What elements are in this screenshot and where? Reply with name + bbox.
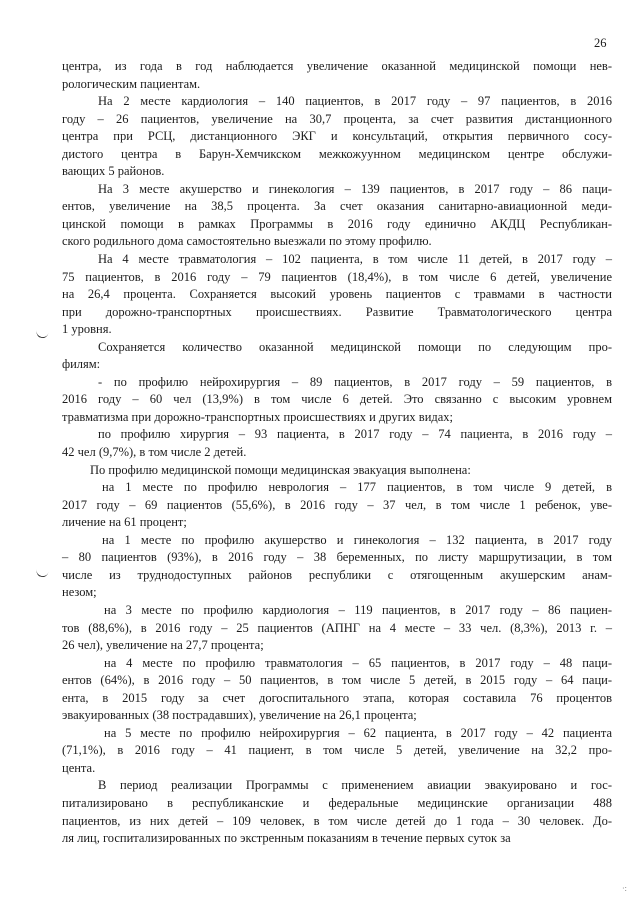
text-line: на 4 месте по профилю травматология – 65 пациентов, в 2017 году – 48 паци- <box>104 655 612 670</box>
text-line: дистого центра в Барун-Хемчикском межкожуунном медицинском центре обслужи- <box>62 146 612 161</box>
paragraph <box>62 93 612 181</box>
text-line: на 26,4 процента. Сохраняется высокий уровень пациентов с травмами в частности <box>62 287 612 302</box>
text-line: центра, из года в год наблюдается увеличение оказанной медицинской помощи нев- <box>62 59 612 73</box>
paragraph <box>62 602 612 655</box>
text-line: филям: <box>62 357 101 372</box>
paragraph <box>62 725 612 778</box>
text-line: году – 26 пациентов, увеличение на 30,7 процента, за счет развития дистанционного <box>62 111 612 126</box>
text-line: на 1 месте по профилю акушерство и гинекология – 132 пациента, в 2017 году <box>102 532 612 547</box>
text-line: На 3 месте акушерство и гинекология – 139 пациентов, в 2017 году – 86 паци- <box>98 181 612 196</box>
handwritten-margin-mark <box>35 569 48 578</box>
text-line: Сохраняется количество оказанной медицинской помощи по следующим про- <box>98 339 612 354</box>
text-line: 26 чел), увеличение на 27,7 процента; <box>62 638 264 653</box>
paragraph <box>62 479 612 532</box>
text-line: ля лиц, госпитализированных по экстренным показаниям в течение первых суток за <box>62 831 511 846</box>
paragraph <box>62 374 612 427</box>
text-line: 2017 году – 69 пациентов (55,6%), в 2016 году – 37 чел, в том числе 1 ребенок, уве- <box>62 497 612 512</box>
text-line: на 3 месте по профилю кардиология – 119 пациентов, в 2017 году – 86 пациен- <box>104 602 612 617</box>
text-line: эвакуированных (38 пострадавших), увеличение на 26,1 процента; <box>62 708 417 723</box>
text-line: – 80 пациентов (93%), в 2016 году – 38 беременных, по листу маршрутизации, в том <box>62 550 612 565</box>
text-line: травматизма при дорожно-транспортных происшествиях и других видах; <box>62 409 454 424</box>
paragraph <box>62 655 612 725</box>
paragraph <box>62 777 612 847</box>
page-number: 26 <box>594 36 607 50</box>
text-line: 42 чел (9,7%), в том числе 2 детей. <box>62 445 247 460</box>
text-line: 75 пациентов, в 2016 году – 79 пациентов (18,4%), в том числе 6 детей, увеличение <box>62 269 612 284</box>
text-line: В период реализации Программы с применением авиации эвакуировано и гос- <box>98 778 612 793</box>
text-line: рологическим пациентам. <box>62 76 201 91</box>
text-line: тов (88,6%), в 2016 году – 25 пациентов (АПНГ на 4 месте – 33 чел. (8,3%), 2013 г. – <box>62 620 612 635</box>
text-line: ентов (64%), в 2016 году – 50 пациентов, в том числе 5 детей, в 2015 году – 64 паци- <box>62 673 612 688</box>
text-line: центра при РСЦ, дистанционного ЭКГ и консультаций, открытия первичного сосу- <box>62 129 612 144</box>
text-line: незом; <box>62 585 97 600</box>
paragraph <box>62 532 612 602</box>
text-line: по профилю хирургия – 93 пациента, в 2017 году – 74 пациента, в 2016 году – <box>98 427 612 442</box>
text-line: пациентов, из них детей – 109 человек, в том числе детей до 1 года – 30 человек. До- <box>62 813 612 828</box>
text-line: личение на 61 процент; <box>62 515 187 530</box>
corner-scan-mark: ·: <box>622 884 627 893</box>
text-line: По профилю медицинской помощи медицинская эвакуация выполнена: <box>90 462 471 477</box>
text-line: На 2 месте кардиология – 140 пациентов, в 2017 году – 97 пациентов, в 2016 <box>98 94 612 109</box>
text-line: ского родильного дома самостоятельно выезжали по этому профилю. <box>62 234 432 249</box>
handwritten-margin-mark <box>35 330 48 339</box>
text-line: цинской помощи в рамках Программы в 2016 году единично АКДЦ Республикан- <box>62 216 612 231</box>
text-line: питализировано в республиканские и федеральные медицинские организации 488 <box>62 795 612 810</box>
text-line: при дорожно-транспортных происшествиях. Развитие Травматологического центра <box>62 304 612 319</box>
text-line: на 5 месте по профилю нейрохирургия – 62 пациента, в 2017 году – 42 пациента <box>104 725 612 740</box>
document-body <box>62 58 612 848</box>
text-line: (71,1%), в 2016 году – 41 пациент, в том числе 5 детей, увеличение на 32,2 про- <box>62 743 612 758</box>
text-line: - по профилю нейрохирургия – 89 пациентов, в 2017 году – 59 пациентов, в <box>98 374 612 389</box>
text-line: ента, в 2015 году за счет догоспитального этапа, которая составила 76 процентов <box>62 690 612 705</box>
paragraph <box>62 339 612 374</box>
paragraph <box>62 58 612 93</box>
text-line: на 1 месте по профилю неврология – 177 пациентов, в том числе 9 детей, в <box>102 480 612 495</box>
paragraph <box>62 181 612 251</box>
paragraph <box>62 426 612 461</box>
text-line: цента. <box>62 760 96 775</box>
text-line: ентов, увеличение на 38,5 процента. За счет оказания санитарно-авиационной меди- <box>62 199 612 214</box>
paragraph <box>62 462 612 480</box>
text-line: вающих 5 районов. <box>62 164 165 179</box>
text-line: 1 уровня. <box>62 322 112 337</box>
text-line: 2016 году – 60 чел (13,9%) в том числе 6 детей. Это связанно с высоким уровнем <box>62 392 612 407</box>
paragraph <box>62 251 612 339</box>
text-line: На 4 месте травматология – 102 пациента, в том числе 11 детей, в 2017 году – <box>98 252 612 267</box>
text-line: числе из труднодоступных районов республики с отягощенным акушерским анам- <box>62 567 612 582</box>
